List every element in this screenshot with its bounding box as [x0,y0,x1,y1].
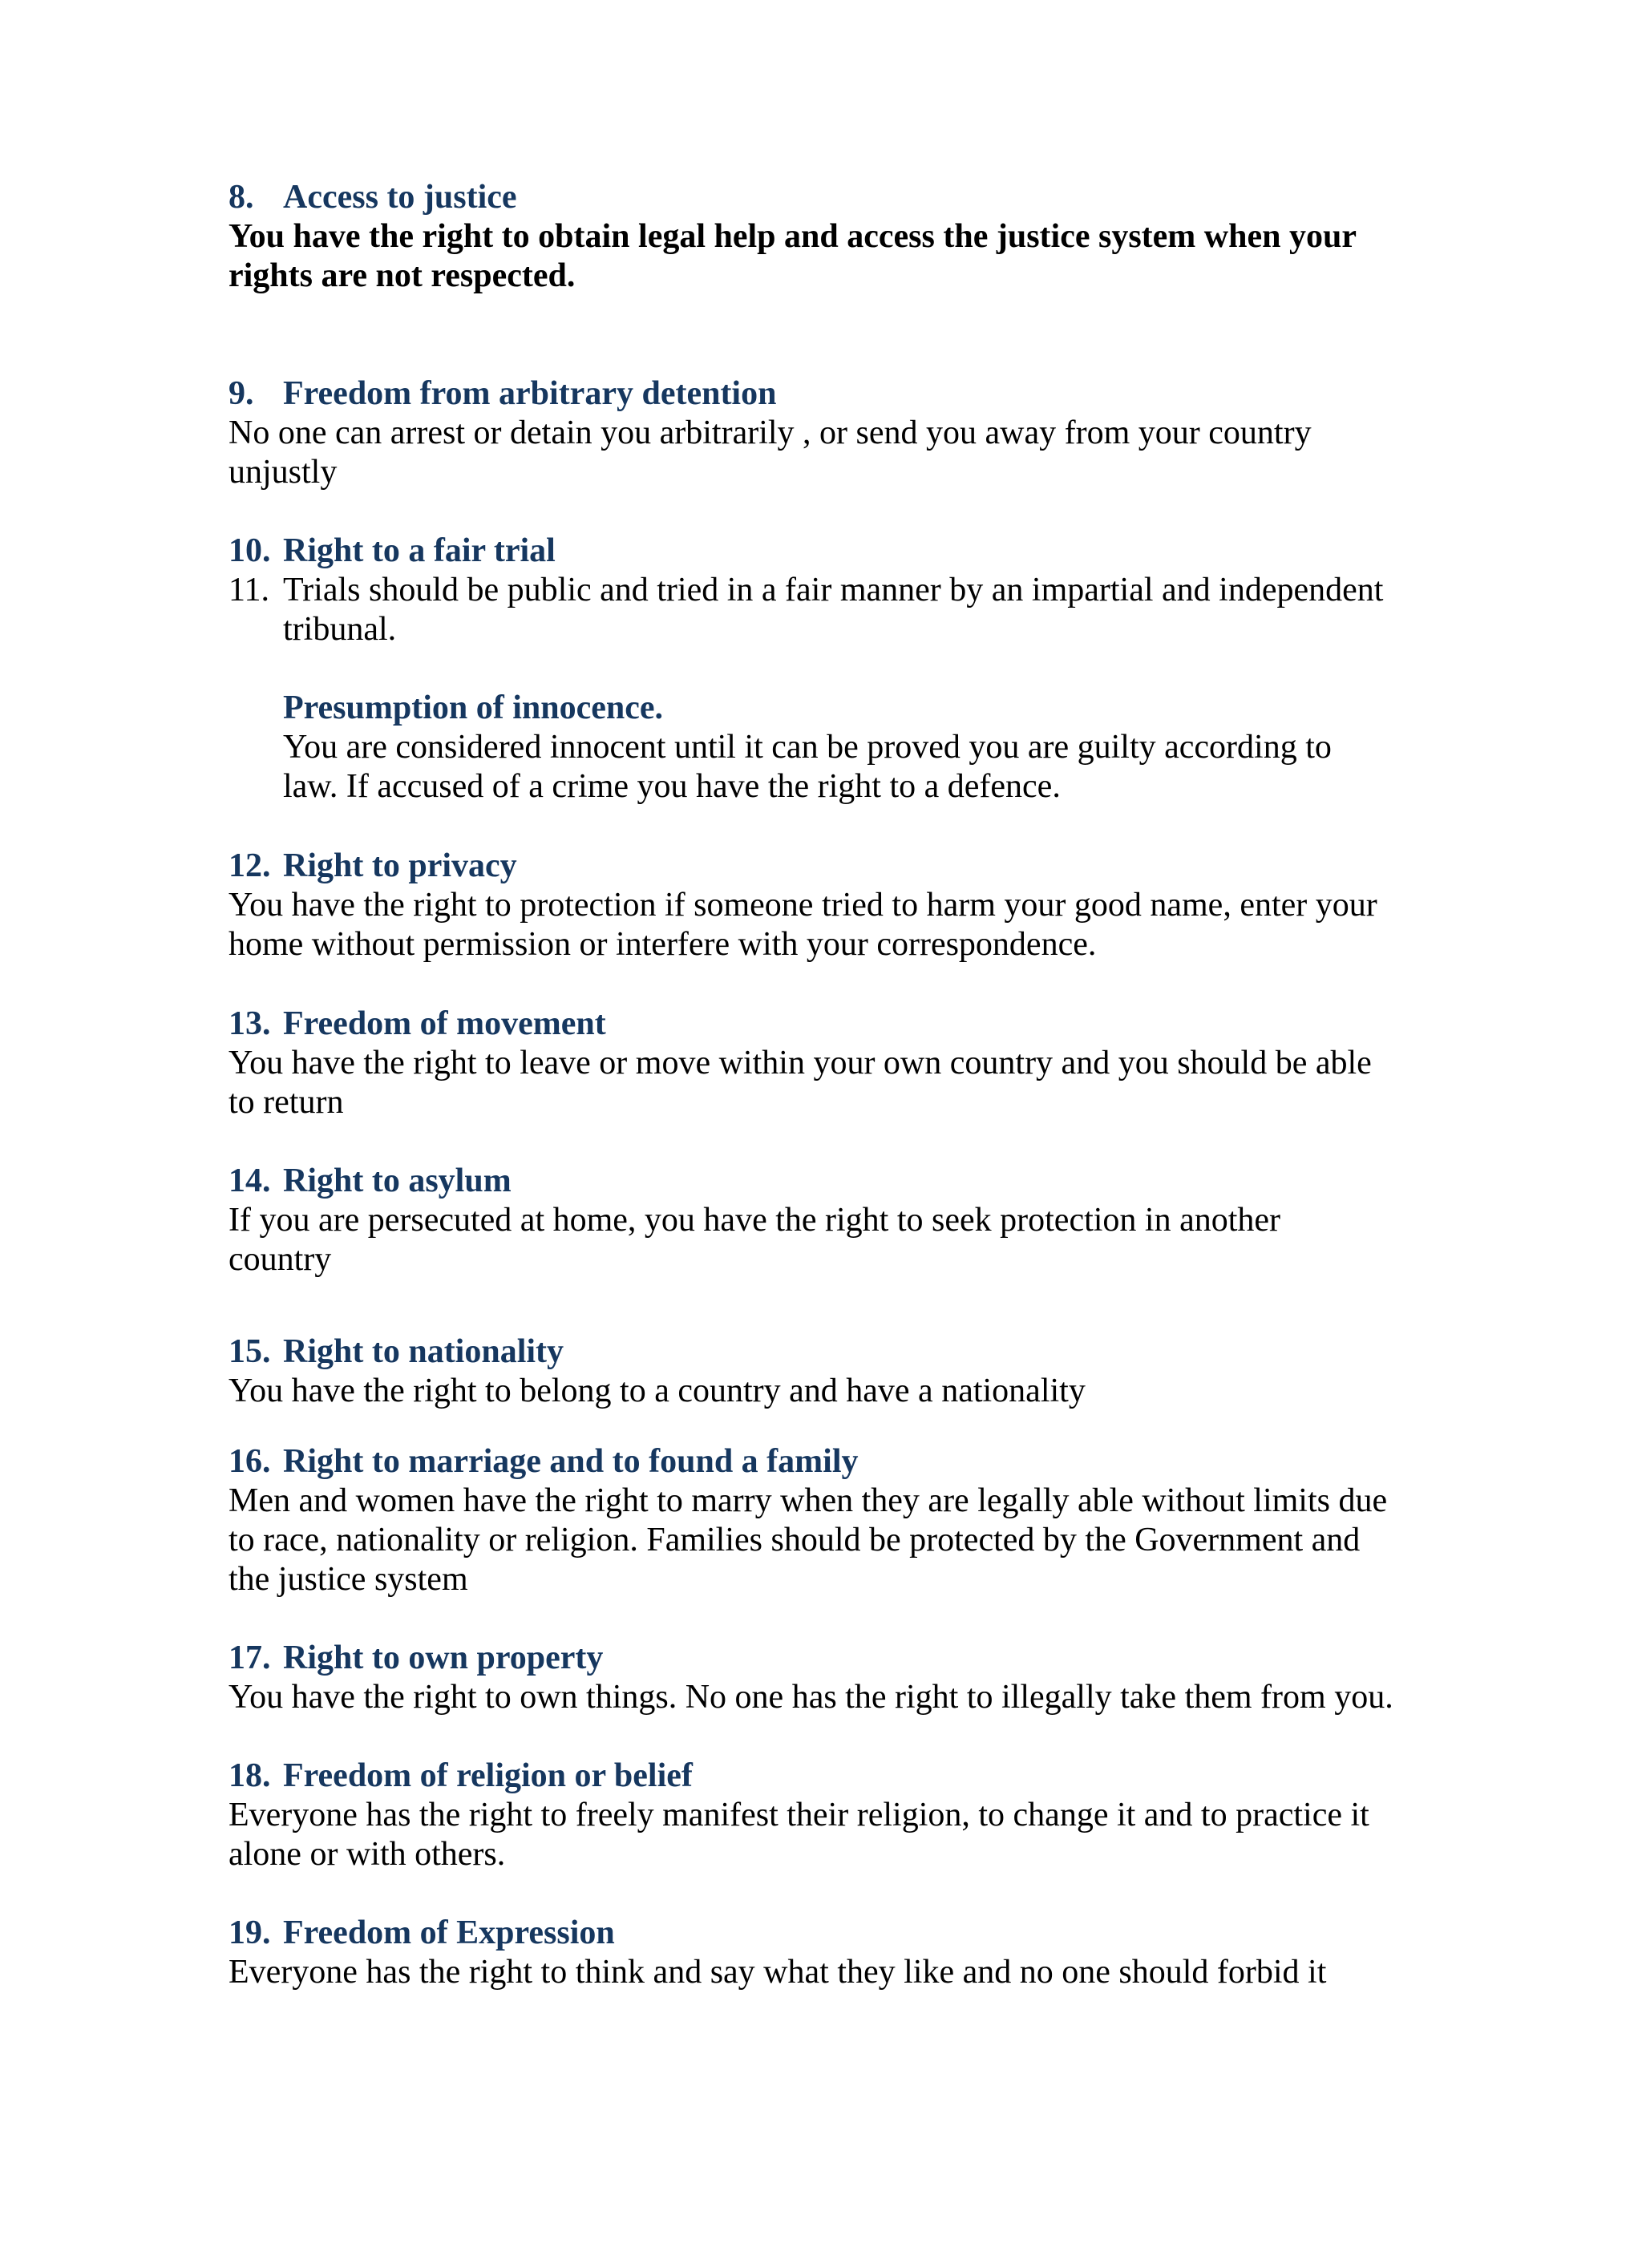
body-line: No one can arrest or detain you arbitrarily , or send you away from your country [229,414,1312,451]
section-right-to-a-fair-trial [229,532,1431,807]
section-title: Right to nationality [283,1333,564,1370]
section-heading [229,374,1431,414]
section-heading [229,1332,1431,1372]
paragraph-number: 11. [229,572,269,608]
body-line: alone or with others. [229,1836,506,1873]
section-body [229,414,1431,492]
section-heading [229,532,1431,571]
body-line: You have the right to obtain legal help and access the justice system when your [229,218,1357,255]
paragraph-text [283,571,1383,649]
section-body [229,1796,1431,1874]
section-body [229,1482,1431,1599]
section-freedom-of-religion-or-belief [229,1757,1431,1874]
subsection-presumption-of-innocence [229,689,1431,807]
section-body [229,1044,1431,1122]
section-freedom-of-expression [229,1914,1431,1992]
section-number: 9. [229,375,254,412]
body-line: Everyone has the right to freely manifest their religion, to change it and to practice it [229,1797,1369,1833]
body-line: Trials should be public and tried in a fair manner by an impartial and independent [283,572,1384,608]
section-heading [229,1914,1431,1953]
body-line: Men and women have the right to marry when they are legally able without limits due [229,1482,1388,1519]
section-body [229,886,1431,964]
section-number: 17. [229,1639,271,1676]
body-line: the justice system [229,1561,468,1598]
section-title: Right to privacy [283,847,517,884]
section-heading [229,1162,1431,1201]
subsection-body [283,728,1431,807]
section-number: 15. [229,1333,271,1370]
section-freedom-of-movement [229,1005,1431,1122]
body-line: to race, nationality or religion. Families should be protected by the Government and [229,1522,1361,1558]
section-title: Freedom of movement [283,1005,606,1042]
section-heading [229,1005,1431,1044]
section-number: 8. [229,179,254,216]
body-line: home without permission or interfere with your correspondence. [229,926,1097,963]
subsection-title: Presumption of innocence. [283,689,664,726]
body-line: Everyone has the right to think and say what they like and no one should forbid it [229,1954,1327,1991]
section-heading [229,178,1431,217]
body-line: You are considered innocent until it can be proved you are guilty according to [283,729,1332,766]
body-line: to return [229,1084,344,1121]
section-number: 19. [229,1914,271,1951]
section-heading [229,1442,1431,1482]
section-body [229,1372,1431,1411]
section-body [229,1953,1431,1992]
section-number: 10. [229,532,271,569]
section-title: Freedom of religion or belief [283,1757,693,1794]
body-line: rights are not respected. [229,257,576,294]
section-heading [229,1639,1431,1678]
section-title: Right to asylum [283,1162,512,1199]
section-right-to-asylum [229,1162,1431,1280]
section-number: 12. [229,847,271,884]
section-title: Right to marriage and to found a family [283,1443,859,1480]
section-title: Right to a fair trial [283,532,556,569]
body-line: You have the right to leave or move within your own country and you should be able [229,1045,1372,1081]
section-title: Freedom from arbitrary detention [283,375,777,412]
section-access-to-justice [229,178,1431,296]
section-body [229,1678,1431,1717]
section-number: 13. [229,1005,271,1042]
section-right-to-own-property [229,1639,1431,1717]
section-title: Freedom of Expression [283,1914,615,1951]
body-line: If you are persecuted at home, you have the right to seek protection in another [229,1202,1281,1239]
section-title: Access to justice [283,179,517,216]
section-number: 14. [229,1162,271,1199]
body-line: law. If accused of a crime you have the right to a defence. [283,768,1061,805]
section-number: 16. [229,1443,271,1480]
section-heading [229,847,1431,886]
numbered-paragraph [229,571,1431,649]
body-line: unjustly [229,454,338,491]
body-line: country [229,1241,332,1278]
section-title: Right to own property [283,1639,604,1676]
body-line: tribunal. [283,611,397,648]
section-freedom-from-arbitrary-detention [229,374,1431,492]
section-right-to-privacy [229,847,1431,964]
section-number: 18. [229,1757,271,1794]
section-body [229,1201,1431,1280]
section-body [229,217,1431,296]
body-line: You have the right to belong to a country and have a nationality [229,1373,1086,1409]
section-right-to-nationality [229,1332,1431,1411]
section-right-to-marriage-and-family [229,1442,1431,1599]
section-heading [229,1757,1431,1796]
body-line: You have the right to own things. No one has the right to illegally take them from you. [229,1679,1393,1716]
body-line: You have the right to protection if someone tried to harm your good name, enter your [229,887,1377,924]
